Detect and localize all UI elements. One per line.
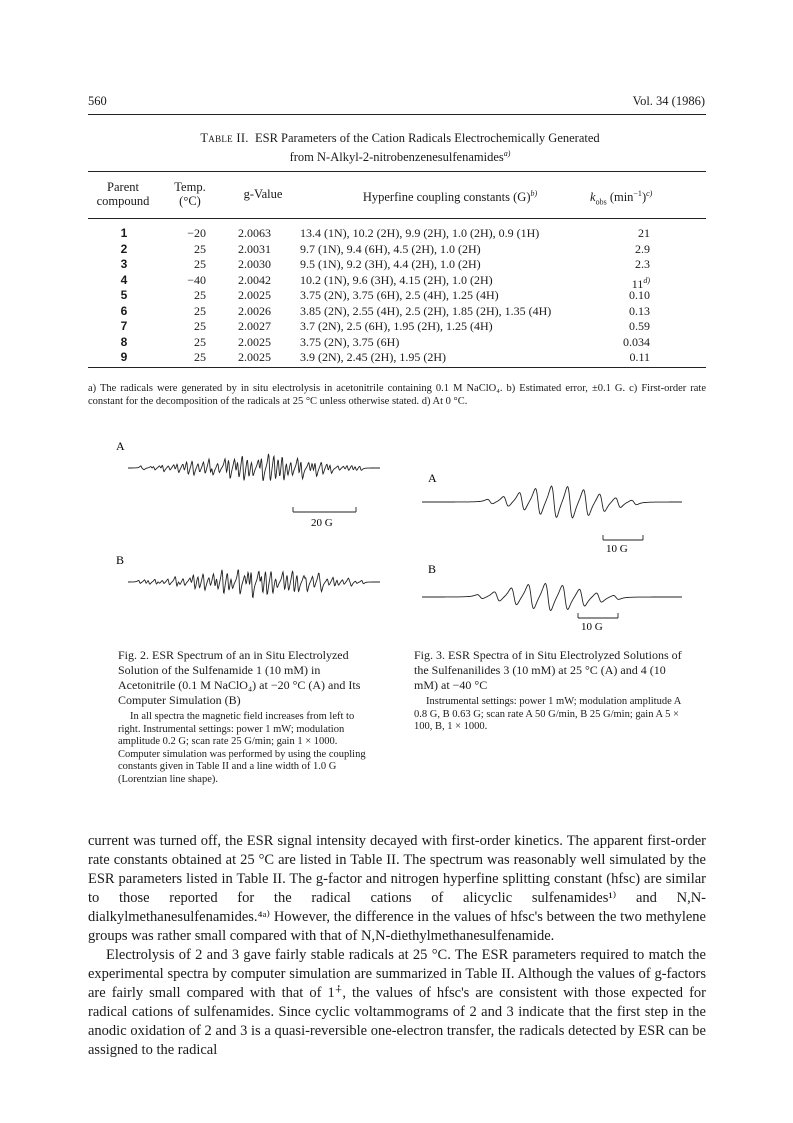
table-label: Table II. — [200, 131, 249, 145]
cell-hfsc: 9.5 (1N), 9.2 (3H), 4.4 (2H), 1.0 (2H) — [300, 257, 481, 271]
cell-kobs-value: 2.9 — [635, 241, 650, 256]
fig3-caption-block — [414, 648, 684, 734]
col-header-kobs-unit: (min — [606, 190, 634, 205]
cell-compound: 3 — [120, 257, 128, 271]
table-head-rule — [88, 218, 706, 219]
fig2-spectra — [108, 420, 398, 635]
cell-temp: 25 — [194, 350, 206, 364]
cell-compound: 5 — [120, 288, 128, 302]
body-paragraph-2: Electrolysis of 2 and 3 gave fairly stable radicals at 25 °C. The ESR parameters required to match the experimental spectra by computer simulation are summarized in Table II. Although the values of g-factors are fairly small compared with that of 1⁺̇, the values of hfsc's are consistent with those expected for radical cations of sulfenamides. Since cyclic voltammograms of 2 and 3 indicate that the first step in the anodic oxidation of 2 and 3 is a quasi-reversible one-electron transfer, the radicals detected by ESR can be assigned to the radical — [88, 947, 706, 1058]
table-caption-mark: a) — [503, 149, 511, 158]
cell-compound: 2 — [120, 241, 128, 256]
fig3-scale-label-a: 10 G — [606, 543, 628, 555]
col-header-g: g-Value — [243, 187, 283, 201]
cell-kobs-value: 2.3 — [635, 257, 650, 271]
cell-kobs-value: 0.034 — [623, 334, 650, 349]
fig3-scale-label-b: 10 G — [581, 621, 603, 633]
fig2-scale-label: 20 G — [311, 517, 333, 529]
fig2-scale-bar — [293, 507, 356, 512]
cell-g: 2.0042 — [238, 272, 271, 287]
cell-kobs — [598, 242, 650, 258]
header-rule — [88, 114, 706, 115]
cell-hfsc: 13.4 (1N), 10.2 (2H), 9.9 (2H), 1.0 (2H), 0.9 (1H) — [300, 226, 540, 240]
fig2-caption: Fig. 2. ESR Spectrum of an in Situ Electrolyzed Solution of the Sulfenamide 1 (10 mM) in Acetonitrile (0.1 M NaClO₄) at −20 °C (A) and Its Computer Simulation (B) — [118, 648, 361, 707]
cell-compound: 9 — [120, 350, 128, 364]
col-header-kobs-symbol: k — [590, 190, 596, 205]
body-paragraph-1: current was turned off, the ESR signal intensity decayed with first-order kinetics. The apparent first-order rate constants obtained at 25 °C are listed in Table II. The spectrum was reasonably well simulated by the ESR parameters listed in Table II. The g-factor and nitrogen hyperfine splitting constant (hfsc) are similar to those reported for the radical cations of alicyclic sulfenamides¹⁾ and N,N-dialkylmethanesulfenamides.⁴ᵃ⁾ However, the difference in the values of hfsc's between the two methylene groups was rather small compared with that of N,N-diethylmethanesulfenamide. — [88, 833, 706, 944]
cell-compound: 6 — [120, 303, 128, 318]
cell-kobs — [598, 319, 650, 335]
cell-hfsc: 3.85 (2N), 2.55 (4H), 2.5 (2H), 1.85 (2H), 1.35 (4H) — [300, 303, 552, 318]
cell-g: 2.0025 — [238, 350, 271, 364]
fig2-spectrum-a — [128, 454, 380, 481]
cell-kobs — [598, 288, 650, 304]
fig3-note: Instrumental settings: power 1 mW; modulation amplitude A 0.8 G, B 0.63 G; scan rate A 50 G/min, B 25 G/min; gain A 5 × 100, B, 1 × 1000. — [414, 696, 681, 732]
fig3-scale-bar-b — [578, 613, 618, 618]
col-header-hfsc — [300, 187, 600, 204]
col-header-temp — [165, 180, 215, 208]
cell-g: 2.0031 — [238, 241, 271, 256]
cell-g: 2.0025 — [238, 288, 271, 302]
volume-label: Vol. 34 (1986) — [632, 94, 705, 108]
cell-kobs — [598, 335, 650, 351]
cell-temp: −20 — [187, 226, 206, 240]
fig3-label-a: A — [428, 471, 437, 485]
cell-temp: 25 — [194, 288, 206, 302]
cell-temp: 25 — [194, 257, 206, 271]
cell-temp: 25 — [194, 334, 206, 349]
fig3-caption: Fig. 3. ESR Spectra of in Situ Electrolyzed Solutions of the Sulfenanilides 3 (10 mM) at 25 °C (A) and 4 (10 mM) at −40 °C — [414, 648, 682, 692]
cell-hfsc: 9.7 (1N), 9.4 (6H), 4.5 (2H), 1.0 (2H) — [300, 241, 481, 256]
col-header-hfsc-mark: b) — [530, 189, 538, 198]
cell-compound: 1 — [120, 226, 128, 240]
fig3-spectrum-b — [422, 584, 682, 611]
cell-kobs-value: 0.13 — [629, 303, 650, 318]
cell-g: 2.0030 — [238, 257, 271, 271]
col-header-parent-line2: compound — [96, 194, 150, 208]
cell-hfsc: 10.2 (1N), 9.6 (3H), 4.15 (2H), 1.0 (2H) — [300, 272, 493, 287]
col-header-kobs-sub: obs — [595, 197, 607, 207]
cell-hfsc: 3.75 (2N), 3.75 (6H) — [300, 334, 400, 349]
col-header-kobs-mark: c) — [646, 189, 653, 198]
cell-temp: −40 — [187, 272, 206, 287]
cell-g: 2.0063 — [238, 226, 271, 240]
cell-hfsc: 3.9 (2N), 2.45 (2H), 1.95 (2H) — [300, 350, 446, 364]
cell-kobs-value: 21 — [638, 226, 650, 240]
col-header-parent — [84, 180, 162, 208]
fig2-caption-block — [118, 648, 376, 786]
cell-kobs-value: 0.11 — [629, 350, 650, 364]
fig3-spectra — [420, 460, 690, 640]
fig3-scale-bar-a — [603, 535, 643, 540]
cell-hfsc: 3.75 (2N), 3.75 (6H), 2.5 (4H), 1.25 (4H) — [300, 288, 499, 302]
cell-kobs — [598, 304, 650, 320]
cell-kobs — [598, 257, 650, 273]
cell-temp: 25 — [194, 303, 206, 318]
fig2-spectrum-b — [128, 570, 380, 598]
table-caption — [150, 131, 650, 165]
fig2-label-a: A — [116, 439, 125, 453]
cell-hfsc: 3.7 (2N), 2.5 (6H), 1.95 (2H), 1.25 (4H) — [300, 319, 493, 333]
col-header-hfsc-text: Hyperfine coupling constants (G) — [362, 190, 531, 205]
col-header-kobs-close: ) — [641, 190, 647, 205]
col-header-parent-line1: Parent — [107, 180, 139, 194]
cell-g: 2.0026 — [238, 303, 271, 318]
fig3-spectrum-a — [422, 486, 682, 518]
page-number: 560 — [88, 94, 107, 108]
cell-compound: 8 — [120, 334, 128, 349]
cell-kobs — [598, 273, 650, 289]
table-footnote: a) The radicals were generated by in situ electrolysis in acetonitrile containing 0.1 M NaClO₄. b) Estimated error, ±0.1 G. c) First-order rate constant for the decomposition of the radicals at 25 °C unless otherwise stated. d) At 0 °C. — [88, 383, 706, 407]
table-caption-line2: from N-Alkyl-2-nitrobenzenesulfenamides — [289, 150, 504, 165]
table-bottom-rule — [88, 367, 706, 368]
cell-temp: 25 — [194, 319, 206, 333]
col-header-kobs — [590, 187, 706, 210]
cell-kobs — [598, 226, 650, 242]
cell-kobs-value: 0.10 — [629, 288, 650, 302]
cell-kobs — [598, 350, 650, 366]
cell-temp: 25 — [194, 241, 206, 256]
fig3-label-b: B — [428, 562, 437, 576]
col-header-kobs-exp: −1 — [633, 189, 642, 198]
cell-compound: 7 — [120, 319, 128, 333]
cell-g: 2.0025 — [238, 334, 271, 349]
body-text — [88, 832, 706, 1060]
cell-compound: 4 — [120, 272, 128, 287]
table-caption-line1: ESR Parameters of the Cation Radicals Electrochemically Generated — [255, 131, 600, 145]
fig2-note: In all spectra the magnetic field increases from left to right. Instrumental settings: power 1 mW; modulation amplitude 0.2 G; scan rate 25 G/min; gain 1 × 1000. Computer simulation was performed by using the coupling constants given in Table II and a line width of 1.0 G (Lorentzian line shape). — [118, 711, 366, 785]
col-header-temp-line2: (°C) — [179, 194, 201, 208]
cell-kobs-mark: d) — [643, 275, 650, 285]
cell-g: 2.0027 — [238, 319, 271, 333]
cell-kobs-value: 0.59 — [629, 319, 650, 333]
col-header-temp-line1: Temp. — [174, 180, 206, 194]
fig2-label-b: B — [116, 553, 125, 567]
table-top-rule — [88, 171, 706, 172]
cell-kobs-value: 11 — [631, 276, 644, 291]
